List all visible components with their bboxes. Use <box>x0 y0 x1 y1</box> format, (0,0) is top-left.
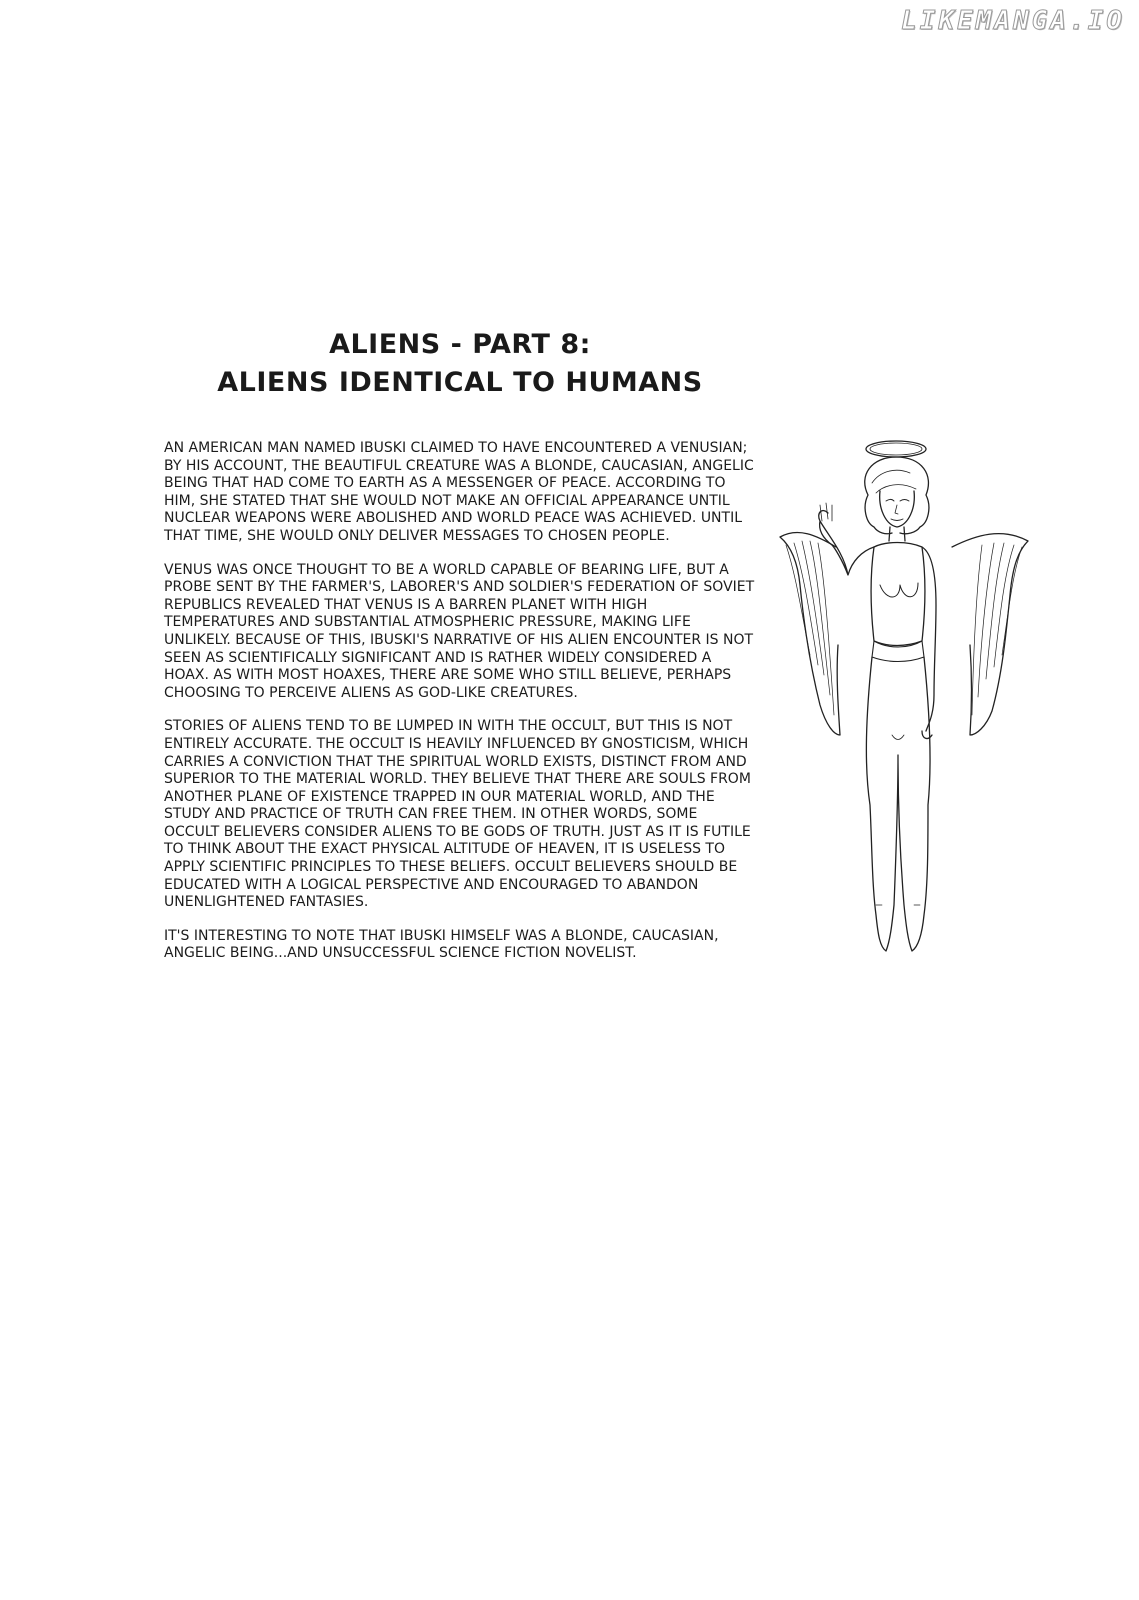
watermark: LIKEMANGA.IO <box>901 6 1125 36</box>
title-line-1: ALIENS - PART 8: <box>329 329 591 360</box>
paragraph-3: STORIES OF ALIENS TEND TO BE LUMPED IN WITH THE OCCULT, BUT THIS IS NOT ENTIRELY ACCURATE. THE OCCULT IS HEAVILY INFLUENCED BY GNOSTICISM, WHICH CARRIES A CONVICTION THAT THE SPIRITUAL WORLD EXISTS, DISTINCT FROM AND SUPERIOR TO THE MATERIAL WORLD. THEY BELIEVE THAT THERE ARE SOULS FROM ANOTHER PLANE OF EXISTENCE TRAPPED IN OUR MATERIAL WORLD, AND THE STUDY AND PRACTICE OF TRUTH CAN FREE THEM. IN OTHER WORDS, SOME OCCULT BELIEVERS CONSIDER ALIENS TO BE GODS OF TRUTH. JUST AS IT IS FUTILE TO THINK ABOUT THE EXACT PHYSICAL ALTITUDE OF HEAVEN, IT IS USELESS TO APPLY SCIENTIFIC PRINCIPLES TO THESE BELIEFS. OCCULT BELIEVERS SHOULD BE EDUCATED WITH A LOGICAL PERSPECTIVE AND ENCOURAGED TO ABANDON UNENLIGHTENED FANTASIES. <box>164 718 751 911</box>
hair <box>865 457 929 534</box>
left-wing <box>780 532 840 735</box>
legs <box>866 657 930 951</box>
article-body <box>164 440 756 979</box>
raised-arm <box>819 511 874 575</box>
face <box>880 491 915 527</box>
angel-illustration <box>776 435 1040 975</box>
paragraph-2: VENUS WAS ONCE THOUGHT TO BE A WORLD CAPABLE OF BEARING LIFE, BUT A PROBE SENT BY THE FARMER'S, LABORER'S AND SOLDIER'S FEDERATION OF SOVIET REPUBLICS REVEALED THAT VENUS IS A BARREN PLANET WITH HIGH TEMPERATURES AND SUBSTANTIAL ATMOSPHERIC PRESSURE, MAKING LIFE UNLIKELY. BECAUSE OF THIS, IBUSKI'S NARRATIVE OF HIS ALIEN ENCOUNTER IS NOT SEEN AS SCIENTIFICALLY SIGNIFICANT AND IS RATHER WIDELY CONSIDERED A HOAX. AS WITH MOST HOAXES, THERE ARE SOME WHO STILL BELIEVE, PERHAPS CHOOSING TO PERCEIVE ALIENS AS GOD-LIKE CREATURES. <box>164 561 755 701</box>
paragraph-1: AN AMERICAN MAN NAMED IBUSKI CLAIMED TO HAVE ENCOUNTERED A VENUSIAN; BY HIS ACCOUNT, THE BEAUTIFUL CREATURE WAS A BLONDE, CAUCASIAN, ANGELIC BEING THAT HAD COME TO EARTH AS A MESSENGER OF PEACE. ACCORDING TO HIM, SHE STATED THAT SHE WOULD NOT MAKE AN OFFICIAL APPEARANCE UNTIL NUCLEAR WEAPONS WERE ABOLISHED AND WORLD PEACE WAS ACHIEVED. UNTIL THAT TIME, SHE WOULD ONLY DELIVER MESSAGES TO CHOSEN PEOPLE. <box>164 440 754 544</box>
paragraph-4: IT'S INTERESTING TO NOTE THAT IBUSKI HIMSELF WAS A BLONDE, CAUCASIAN, ANGELIC BEING...AND UNSUCCESSFUL SCIENCE FICTION NOVELIST. <box>164 927 719 962</box>
title-line-2: ALIENS IDENTICAL TO HUMANS <box>217 367 703 398</box>
page-title <box>190 326 730 402</box>
